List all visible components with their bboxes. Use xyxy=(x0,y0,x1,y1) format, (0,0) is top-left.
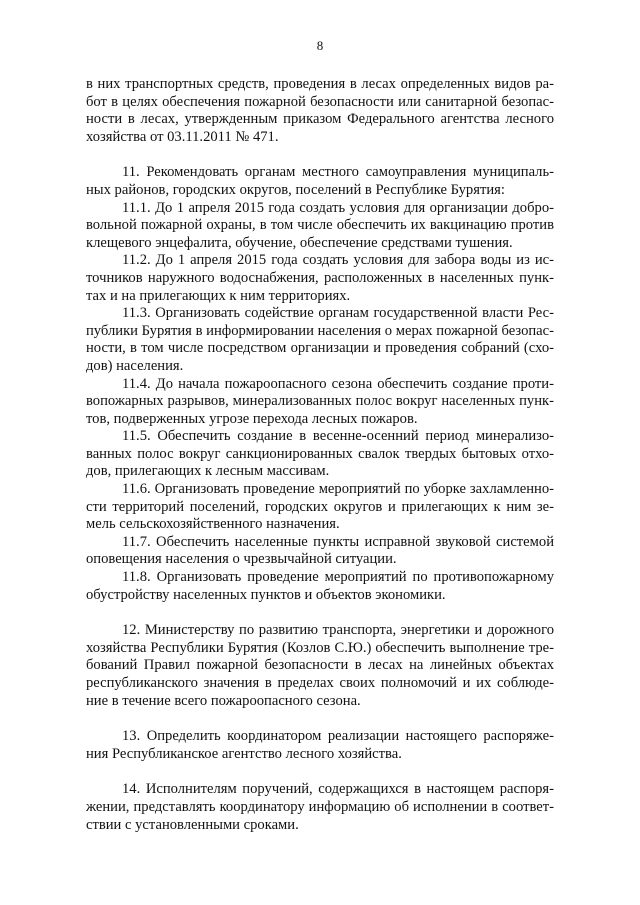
paragraph-continuation: в них транспортных средств, проведения в лесах определенных видов работ в целях обеспечения пожарной безопасности или санитарной безопасности в лесах, утвержденным приказом Федерального агентства лесного хозяйства от 03.11.2011 № 471. xyxy=(86,76,554,145)
paragraph-11-5: 11.5. Обеспечить создание в весенне-осенний период минерализованных полос вокруг санкционированных свалок твердых бытовых отходов, прилегающих к лесным массивам. xyxy=(86,428,554,480)
paragraph-12: 12. Министерству по развитию транспорта, энергетики и дорожного хозяйства Республики Бурятия (Козлов С.Ю.) обеспечить выполнение требований Правил пожарной безопасности в лесах на линейных объектах республиканского значения в пределах своих полномочий и их соблюдение в течение всего пожароопасного сезона. xyxy=(86,622,554,709)
paragraph-11-1: 11.1. До 1 апреля 2015 года создать условия для организации добровольной пожарной охраны, в том числе обеспечить их вакцинацию против клещевого энцефалита, обучение, обеспечение средствами тушения. xyxy=(86,199,554,251)
paragraph-11-4: 11.4. До начала пожароопасного сезона обеспечить создание противопожарных разрывов, минерализованных полос вокруг населенных пунктов, подверженных угрозе перехода лесных пожаров. xyxy=(86,375,554,427)
paragraph-11-8: 11.8. Организовать проведение мероприятий по противопожарному обустройству населенных пунктов и объектов экономики. xyxy=(86,569,554,603)
paragraph-11-6: 11.6. Организовать проведение мероприятий по уборке захламленности территорий поселений, городских округов и прилегающих к ним земель сельскохозяйственного назначения. xyxy=(86,481,554,533)
paragraph-14: 14. Исполнителям поручений, содержащихся в настоящем распоряжении, представлять координатору информацию об исполнении в соответствии с установленными сроками. xyxy=(86,781,554,833)
page-number: 8 xyxy=(316,38,324,53)
paragraph-11: 11. Рекомендовать органам местного самоуправления муниципальных районов, городских округов, поселений в Республике Бурятия: xyxy=(86,164,554,198)
paragraph-11-3: 11.3. Организовать содействие органам государственной власти Республики Бурятия в информировании населения о мерах пожарной безопасности, в том числе посредством организации и проведения собраний (сходов) населения. xyxy=(86,305,554,374)
paragraph-11-2: 11.2. До 1 апреля 2015 года создать условия для забора воды из источников наружного водоснабжения, расположенных в населенных пунктах и на прилегающих к ним территориях. xyxy=(86,252,554,304)
paragraph-13: 13. Определить координатором реализации настоящего распоряжения Республиканское агентство лесного хозяйства. xyxy=(86,728,554,762)
paragraph-11-7: 11.7. Обеспечить населенные пункты исправной звуковой системой оповещения населения о чрезвычайной ситуации. xyxy=(86,533,554,568)
document-body xyxy=(86,76,554,834)
